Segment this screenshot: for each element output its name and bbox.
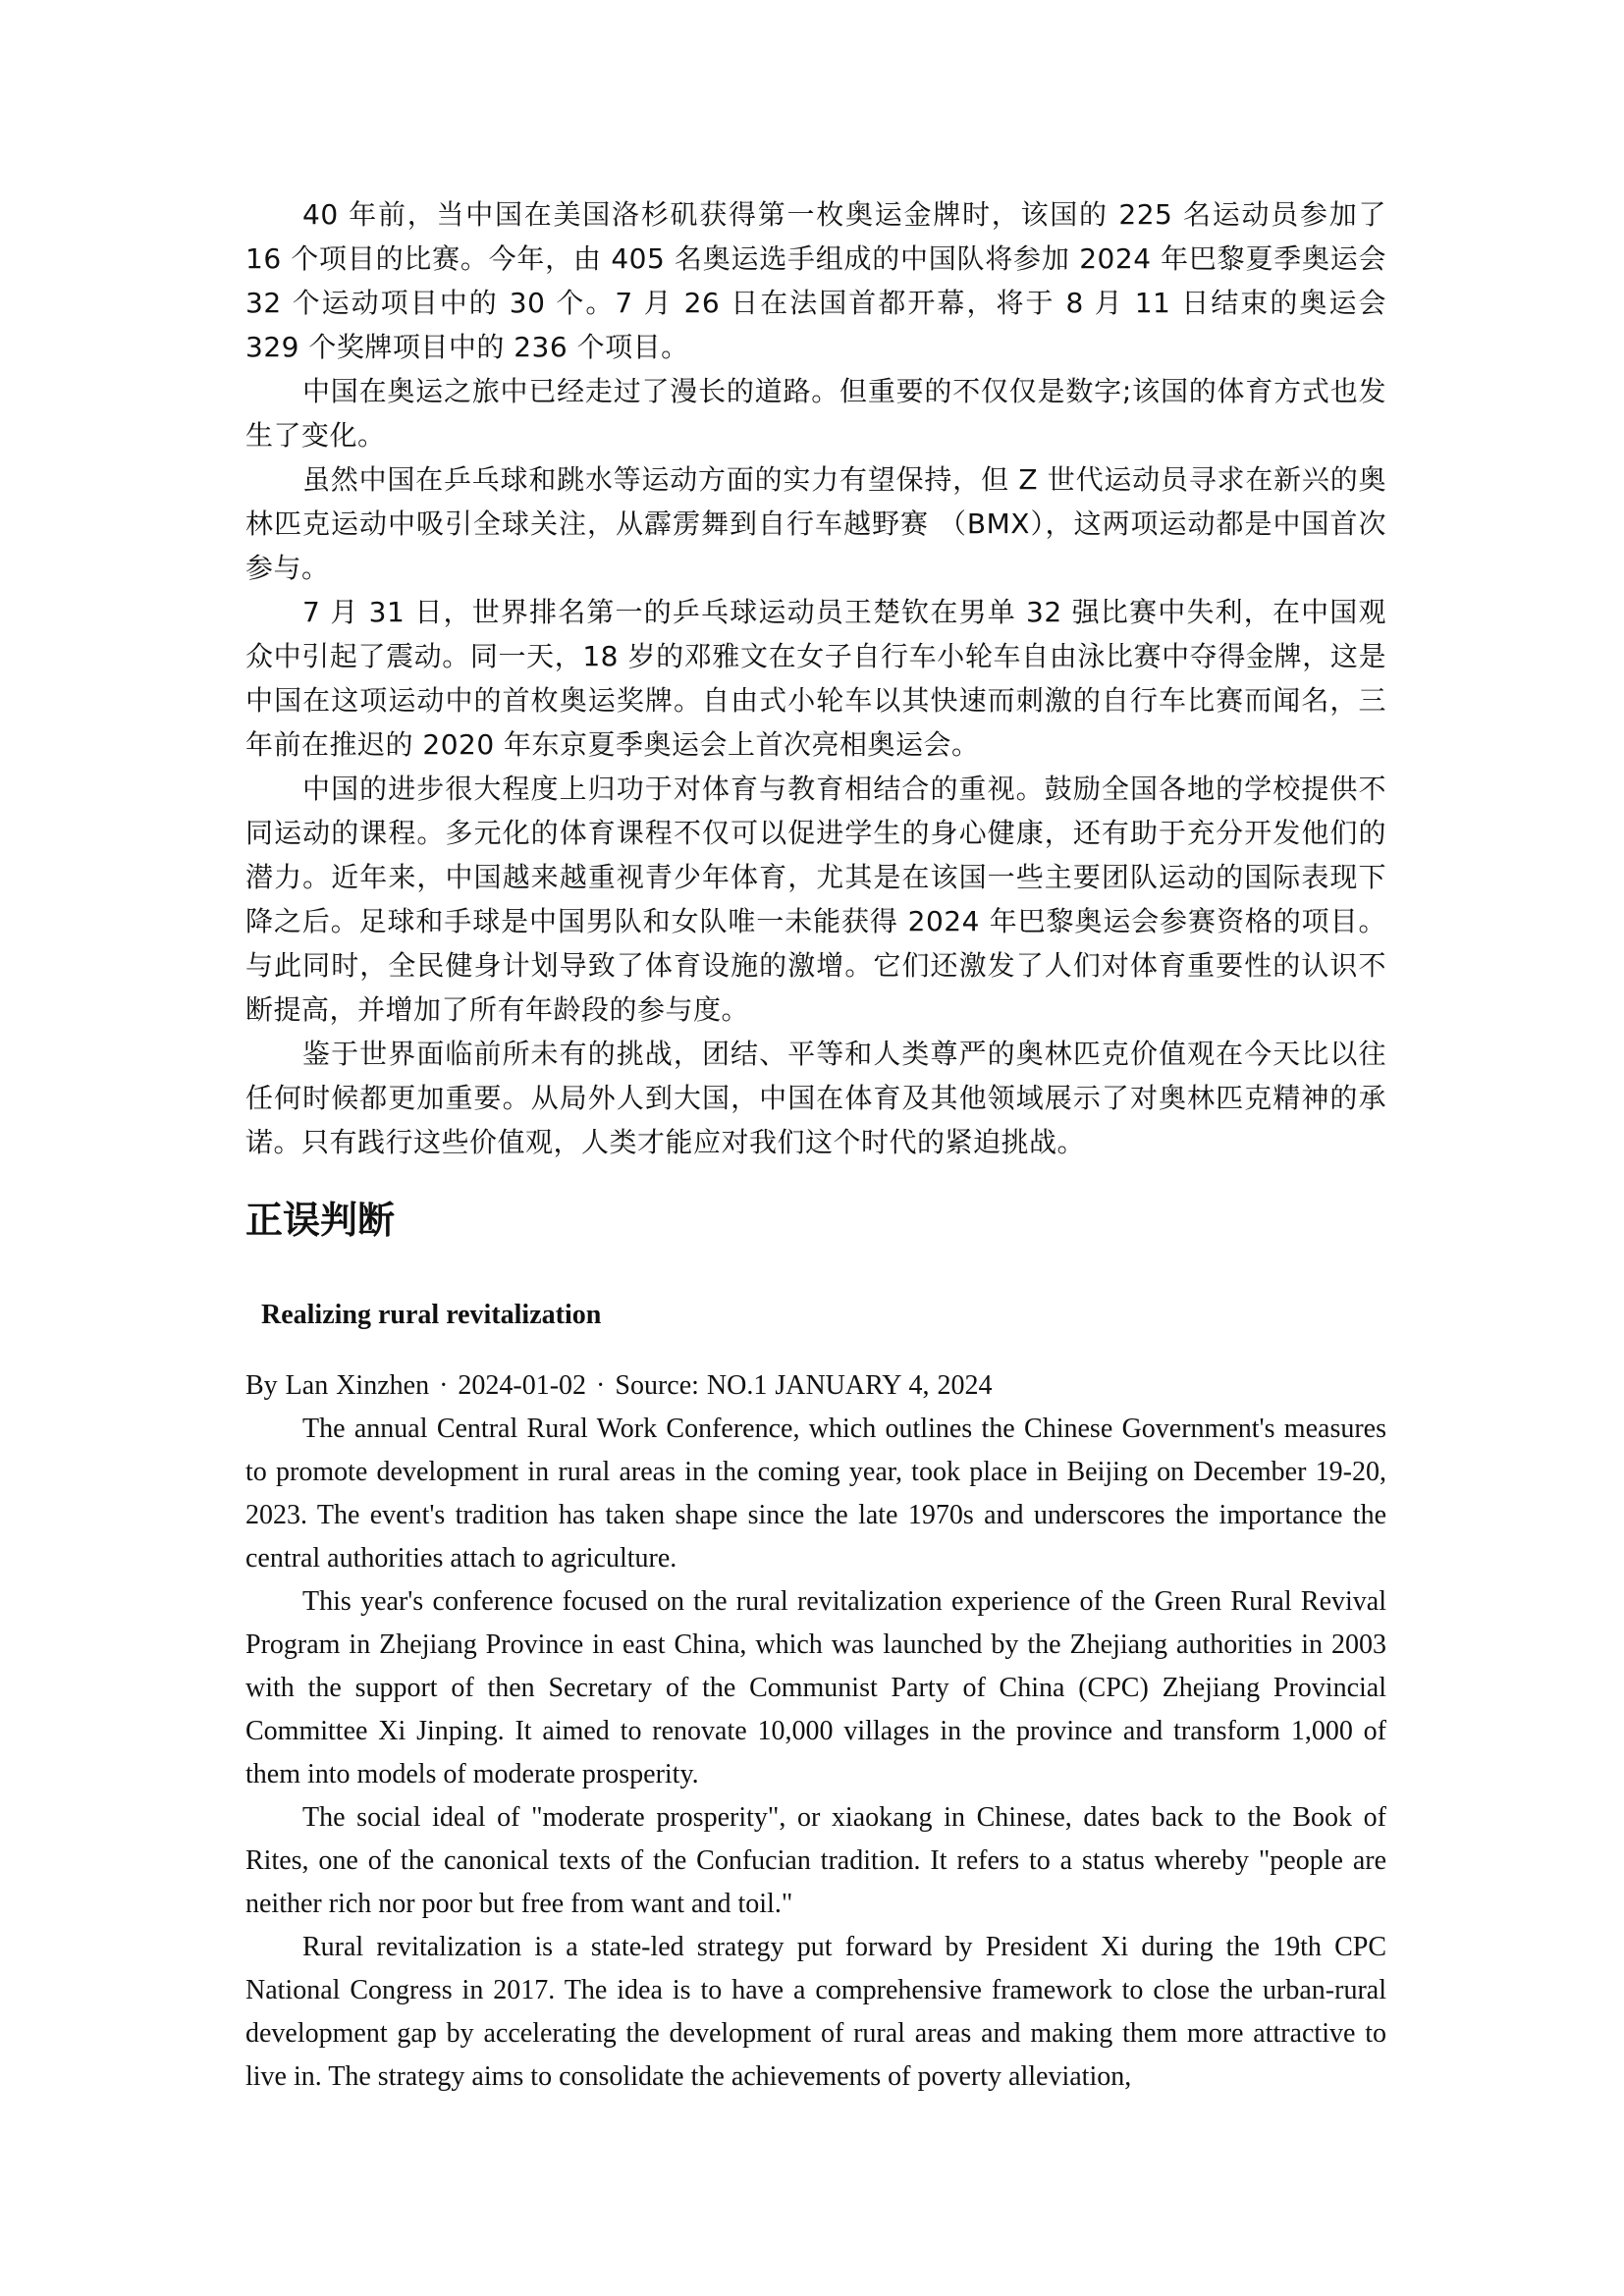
english-paragraph: The annual Central Rural Work Conference, which outlines the Chinese Government's measures to promote development in rural areas in the coming year, took place in Beijing on December 19-20, 2023. The event's tradition has taken shape since the late 1970s and underscores the importance the central authorities attach to agriculture. xyxy=(245,1414,1386,1574)
english-article xyxy=(245,1296,1386,2099)
chinese-paragraph: 40 年前，当中国在美国洛杉矶获得第一枚奥运金牌时，该国的 225 名运动员参加了 16 个项目的比赛。今年，由 405 名奥运选手组成的中国队将参加 2024 年巴黎夏季奥运会 32 个运动项目中的 30 个。7 月 26 日在法国首都开幕，将于 8 月 11 日结束的奥运会 329 个奖牌项目中的 236 个项目。 xyxy=(245,198,1386,363)
chinese-paragraph: 中国的进步很大程度上归功于对体育与教育相结合的重视。鼓励全国各地的学校提供不同运动的课程。多元化的体育课程不仅可以促进学生的身心健康，还有助于充分开发他们的潜力。近年来，中国越来越重视青少年体育，尤其是在该国一些主要团队运动的国际表现下降之后。足球和手球是中国男队和女队唯一未能获得 2024 年巴黎奥运会参赛资格的项目。与此同时，全民健身计划导致了体育设施的激增。它们还激发了人们对体育重要性的认识不断提高，并增加了所有年龄段的参与度。 xyxy=(245,773,1386,1026)
byline-separator: · xyxy=(439,1370,449,1401)
english-paragraph: This year's conference focused on the rural revitalization experience of the Green Rural Revival Program in Zhejiang Province in east China, which was launched by the Zhejiang authorities in 2003 with the support of then Secretary of the Communist Party of China (CPC) Zhejiang Provincial Committee Xi Jinping. It aimed to renovate 10,000 villages in the province and transform 1,000 of them into models of moderate prosperity. xyxy=(245,1586,1386,1789)
english-paragraph: The social ideal of "moderate prosperity", or xiaokang in Chinese, dates back to the Book of Rites, one of the canonical texts of the Confucian tradition. It refers to a status whereby "people are neither rich nor poor but free from want and toil." xyxy=(245,1802,1386,1919)
byline-date: 2024-01-02 xyxy=(458,1370,587,1401)
english-paragraph: Rural revitalization is a state-led strategy put forward by President Xi during the 19th CPC National Congress in 2017. The idea is to have a comprehensive framework to close the urban-rural development gap by accelerating the development of rural areas and making them more attractive to live in. The strategy aims to consolidate the achievements of poverty alleviation, xyxy=(245,1932,1386,2092)
chinese-paragraph: 中国在奥运之旅中已经走过了漫长的道路。但重要的不仅仅是数字;该国的体育方式也发生了变化。 xyxy=(245,375,1386,452)
chinese-paragraph: 鉴于世界面临前所未有的挑战，团结、平等和人类尊严的奥林匹克价值观在今天比以往任何时候都更加重要。从局外人到大国，中国在体育及其他领域展示了对奥林匹克精神的承诺。只有践行这些价值观，人类才能应对我们这个时代的紧迫挑战。 xyxy=(245,1038,1386,1158)
chinese-paragraph: 虽然中国在乒乓球和跳水等运动方面的实力有望保持，但 Z 世代运动员寻求在新兴的奥林匹克运动中吸引全球关注，从霹雳舞到自行车越野赛 （BMX），这两项运动都是中国首次参与。 xyxy=(245,463,1386,584)
chinese-paragraph: 7 月 31 日，世界排名第一的乒乓球运动员王楚钦在男单 32 强比赛中失利，在中国观众中引起了震动。同一天，18 岁的邓雅文在女子自行车小轮车自由泳比赛中夺得金牌，这是中国在这项运动中的首枚奥运奖牌。自由式小轮车以其快速而刺激的自行车比赛而闻名，三年前在推迟的 2020 年东京夏季奥运会上首次亮相奥运会。 xyxy=(245,596,1386,761)
chinese-article xyxy=(245,192,1386,1164)
byline-separator: · xyxy=(596,1370,606,1401)
article-title: Realizing rural revitalization xyxy=(261,1300,602,1330)
byline xyxy=(245,1364,1386,1408)
byline-source: Source: NO.1 JANUARY 4, 2024 xyxy=(615,1370,993,1401)
byline-author: By Lan Xinzhen xyxy=(245,1370,430,1401)
section-heading: 正误判断 xyxy=(245,1199,396,1242)
